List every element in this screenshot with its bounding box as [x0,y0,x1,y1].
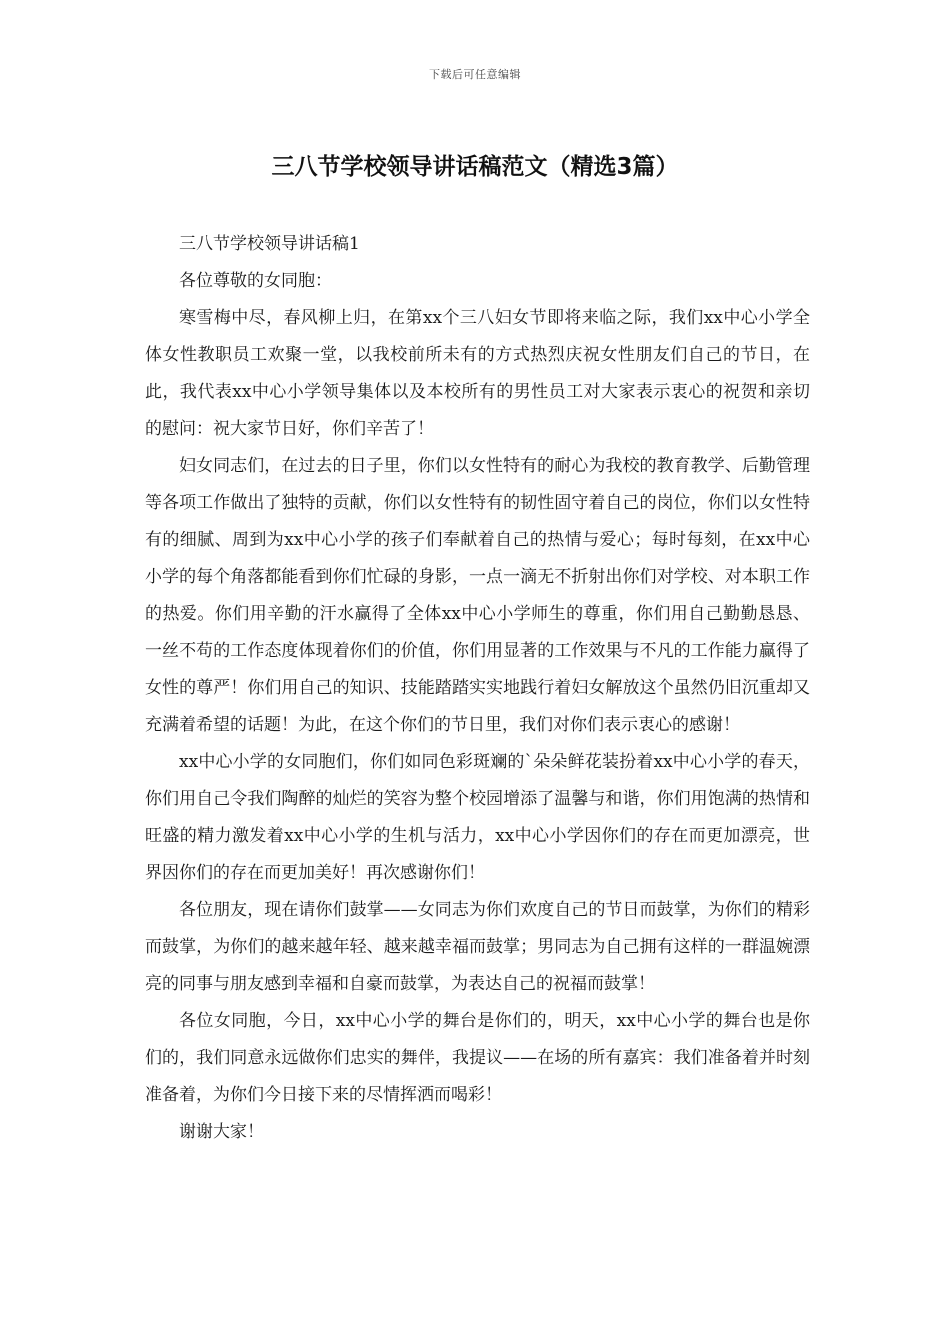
salutation: 各位尊敬的女同胞： [179,271,332,291]
paragraph-2: 妇女同志们，在过去的日子里，你们以女性特有的耐心为我校的教育教学、后勤管理等各项工作做出了独特的贡献，你们以女性特有的韧性固守着自己的岗位，你们以女性特有的细腻、周到为xx中心小学的孩子们奉献着自己的热情与爱心；每时每刻，在xx中心小学的每个角落都能看到你们忙碌的身影，一点一滴无不折射出你们对学校、对本职工作的热爱。你们用辛勤的汗水赢得了全体xx中心小学师生的尊重，你们用自己勤勤恳恳、一丝不苟的工作态度体现着你们的价值，你们用显著的工作效果与不凡的工作能力赢得了女性的尊严！你们用自己的知识、技能踏踏实实地践行着妇女解放这个虽然仍旧沉重却又充满着希望的话题！为此，在这个你们的节日里，我们对你们表示衷心的感谢！ [145,456,810,735]
header-note: 下载后可任意编辑 [429,68,521,81]
paragraph-1: 寒雪梅中尽，春风柳上归，在第xx个三八妇女节即将来临之际，我们xx中心小学全体女性教职员工欢聚一堂，以我校前所未有的方式热烈庆祝女性朋友们自己的节日，在此，我代表xx中心小学领导集体以及本校所有的男性员工对大家表示衷心的祝贺和亲切的慰问：祝大家节日好，你们辛苦了！ [145,308,810,439]
paragraph-4: 各位朋友，现在请你们鼓掌——女同志为你们欢度自己的节日而鼓掌，为你们的精彩而鼓掌，为你们的越来越年轻、越来越幸福而鼓掌；男同志为自己拥有这样的一群温婉漂亮的同事与朋友感到幸福和自豪而鼓掌，为表达自己的祝福而鼓掌！ [145,900,810,994]
document-body [145,226,810,1151]
section-heading: 三八节学校领导讲话稿1 [179,234,360,254]
paragraph-5: 各位女同胞，今日，xx中心小学的舞台是你们的，明天，xx中心小学的舞台也是你们的，我们同意永远做你们忠实的舞伴，我提议——在场的所有嘉宾：我们准备着并时刻准备着，为你们今日接下来的尽情挥洒而喝彩！ [145,1011,810,1105]
document-title: 三八节学校领导讲话稿范文（精选3篇） [271,154,679,180]
closing-thanks: 谢谢大家！ [179,1122,264,1142]
paragraph-3: xx中心小学的女同胞们，你们如同色彩斑斓的`朵朵鲜花装扮着xx中心小学的春天，你们用自己令我们陶醉的灿烂的笑容为整个校园增添了温馨与和谐，你们用饱满的热情和旺盛的精力激发着xx中心小学的生机与活力，xx中心小学因你们的存在而更加漂亮，世界因你们的存在而更加美好！再次感谢你们！ [145,752,810,883]
